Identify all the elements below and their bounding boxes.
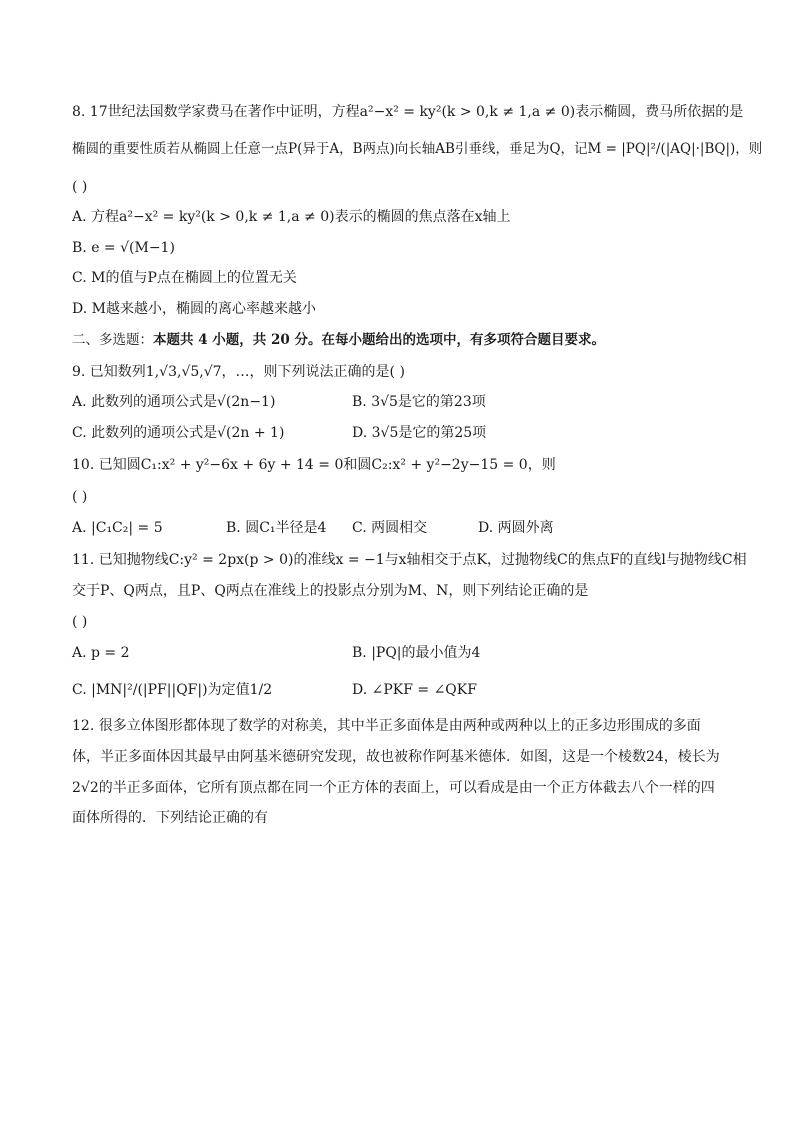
q9-stem: 9. 已知数列1,√3,√5,√7，…，则下列说法正确的是( ) — [72, 364, 405, 380]
q8-stem-line1: 8. 17世纪法国数学家费马在著作中证明，方程a²−x² = ky²(k > 0,k ≠ 1,a ≠ 0)表示椭圆，费马所依据的是 — [72, 104, 744, 120]
q12-stem-line3: 2√2的半正多面体，它所有顶点都在同一个正方体的表面上，可以看成是由一个正方体截去八个一样的四 — [72, 780, 715, 796]
q10-option-b: B. 圆C₁半径是4 — [226, 520, 327, 536]
q12-stem-line1: 12. 很多立体图形都体现了数学的对称美，其中半正多面体是由两种或两种以上的正多边形围成的多面 — [72, 718, 701, 734]
q10-option-c: C. 两圆相交 — [352, 520, 428, 536]
q9-option-d: D. 3√5是它的第25项 — [352, 425, 487, 441]
q10-option-d: D. 两圆外离 — [478, 520, 554, 536]
q11-option-d: D. ∠PKF = ∠QKF — [352, 682, 477, 698]
q11-option-a: A. p = 2 — [72, 645, 130, 661]
section-heading-multiple-choice — [72, 330, 605, 350]
q9-option-b: B. 3√5是它的第23项 — [352, 394, 486, 410]
q8-option-b: B. e = √(M−1) — [72, 240, 175, 256]
q10-option-a: A. |C₁C₂| = 5 — [72, 520, 163, 536]
q8-option-d: D. M越来越小，椭圆的离心率越来越小 — [72, 301, 316, 317]
q9-option-a: A. 此数列的通项公式是√(2n−1) — [72, 394, 276, 410]
q9-option-c: C. 此数列的通项公式是√(2n + 1) — [72, 425, 285, 441]
q12-stem-line2: 体，半正多面体因其最早由阿基米德研究发现，故也被称作阿基米德体．如图，这是一个棱数24，棱长为 — [72, 749, 720, 765]
q11-stem-line1: 11. 已知抛物线C:y² = 2px(p > 0)的准线x = −1与x轴相交于点K，过抛物线C的焦点F的直线l与抛物线C相 — [72, 552, 747, 568]
q8-answer-paren: ( ) — [72, 179, 88, 195]
q11-option-c: C. |MN|²/(|PF||QF|)为定值1/2 — [72, 682, 273, 698]
q10-answer-paren: ( ) — [72, 489, 88, 505]
section-heading-prefix: 二、多选题： — [72, 332, 153, 348]
q11-stem-line2: 交于P、Q两点，且P、Q两点在准线上的投影点分别为M、N，则下列结论正确的是 — [72, 583, 589, 599]
q8-option-c: C. M的值与P点在椭圆上的位置无关 — [72, 270, 297, 286]
q8-option-a: A. 方程a²−x² = ky²(k > 0,k ≠ 1,a ≠ 0)表示的椭圆的焦点落在x轴上 — [72, 209, 511, 225]
q11-answer-paren: ( ) — [72, 614, 88, 630]
q11-option-b: B. |PQ|的最小值为4 — [352, 645, 481, 661]
q10-stem: 10. 已知圆C₁:x² + y²−6x + 6y + 14 = 0和圆C₂:x² + y²−2y−15 = 0，则 — [72, 457, 556, 473]
q12-stem-line4: 面体所得的．下列结论正确的有 — [72, 810, 268, 826]
q8-stem-line2: 椭圆的重要性质若从椭圆上任意一点P(异于A，B两点)向长轴AB引垂线，垂足为Q，记M = |PQ|²/(|AQ|·|BQ|)，则 — [72, 141, 763, 157]
section-heading-instructions: 本题共 4 小题，共 20 分。在每小题给出的选项中，有多项符合题目要求。 — [153, 332, 605, 348]
